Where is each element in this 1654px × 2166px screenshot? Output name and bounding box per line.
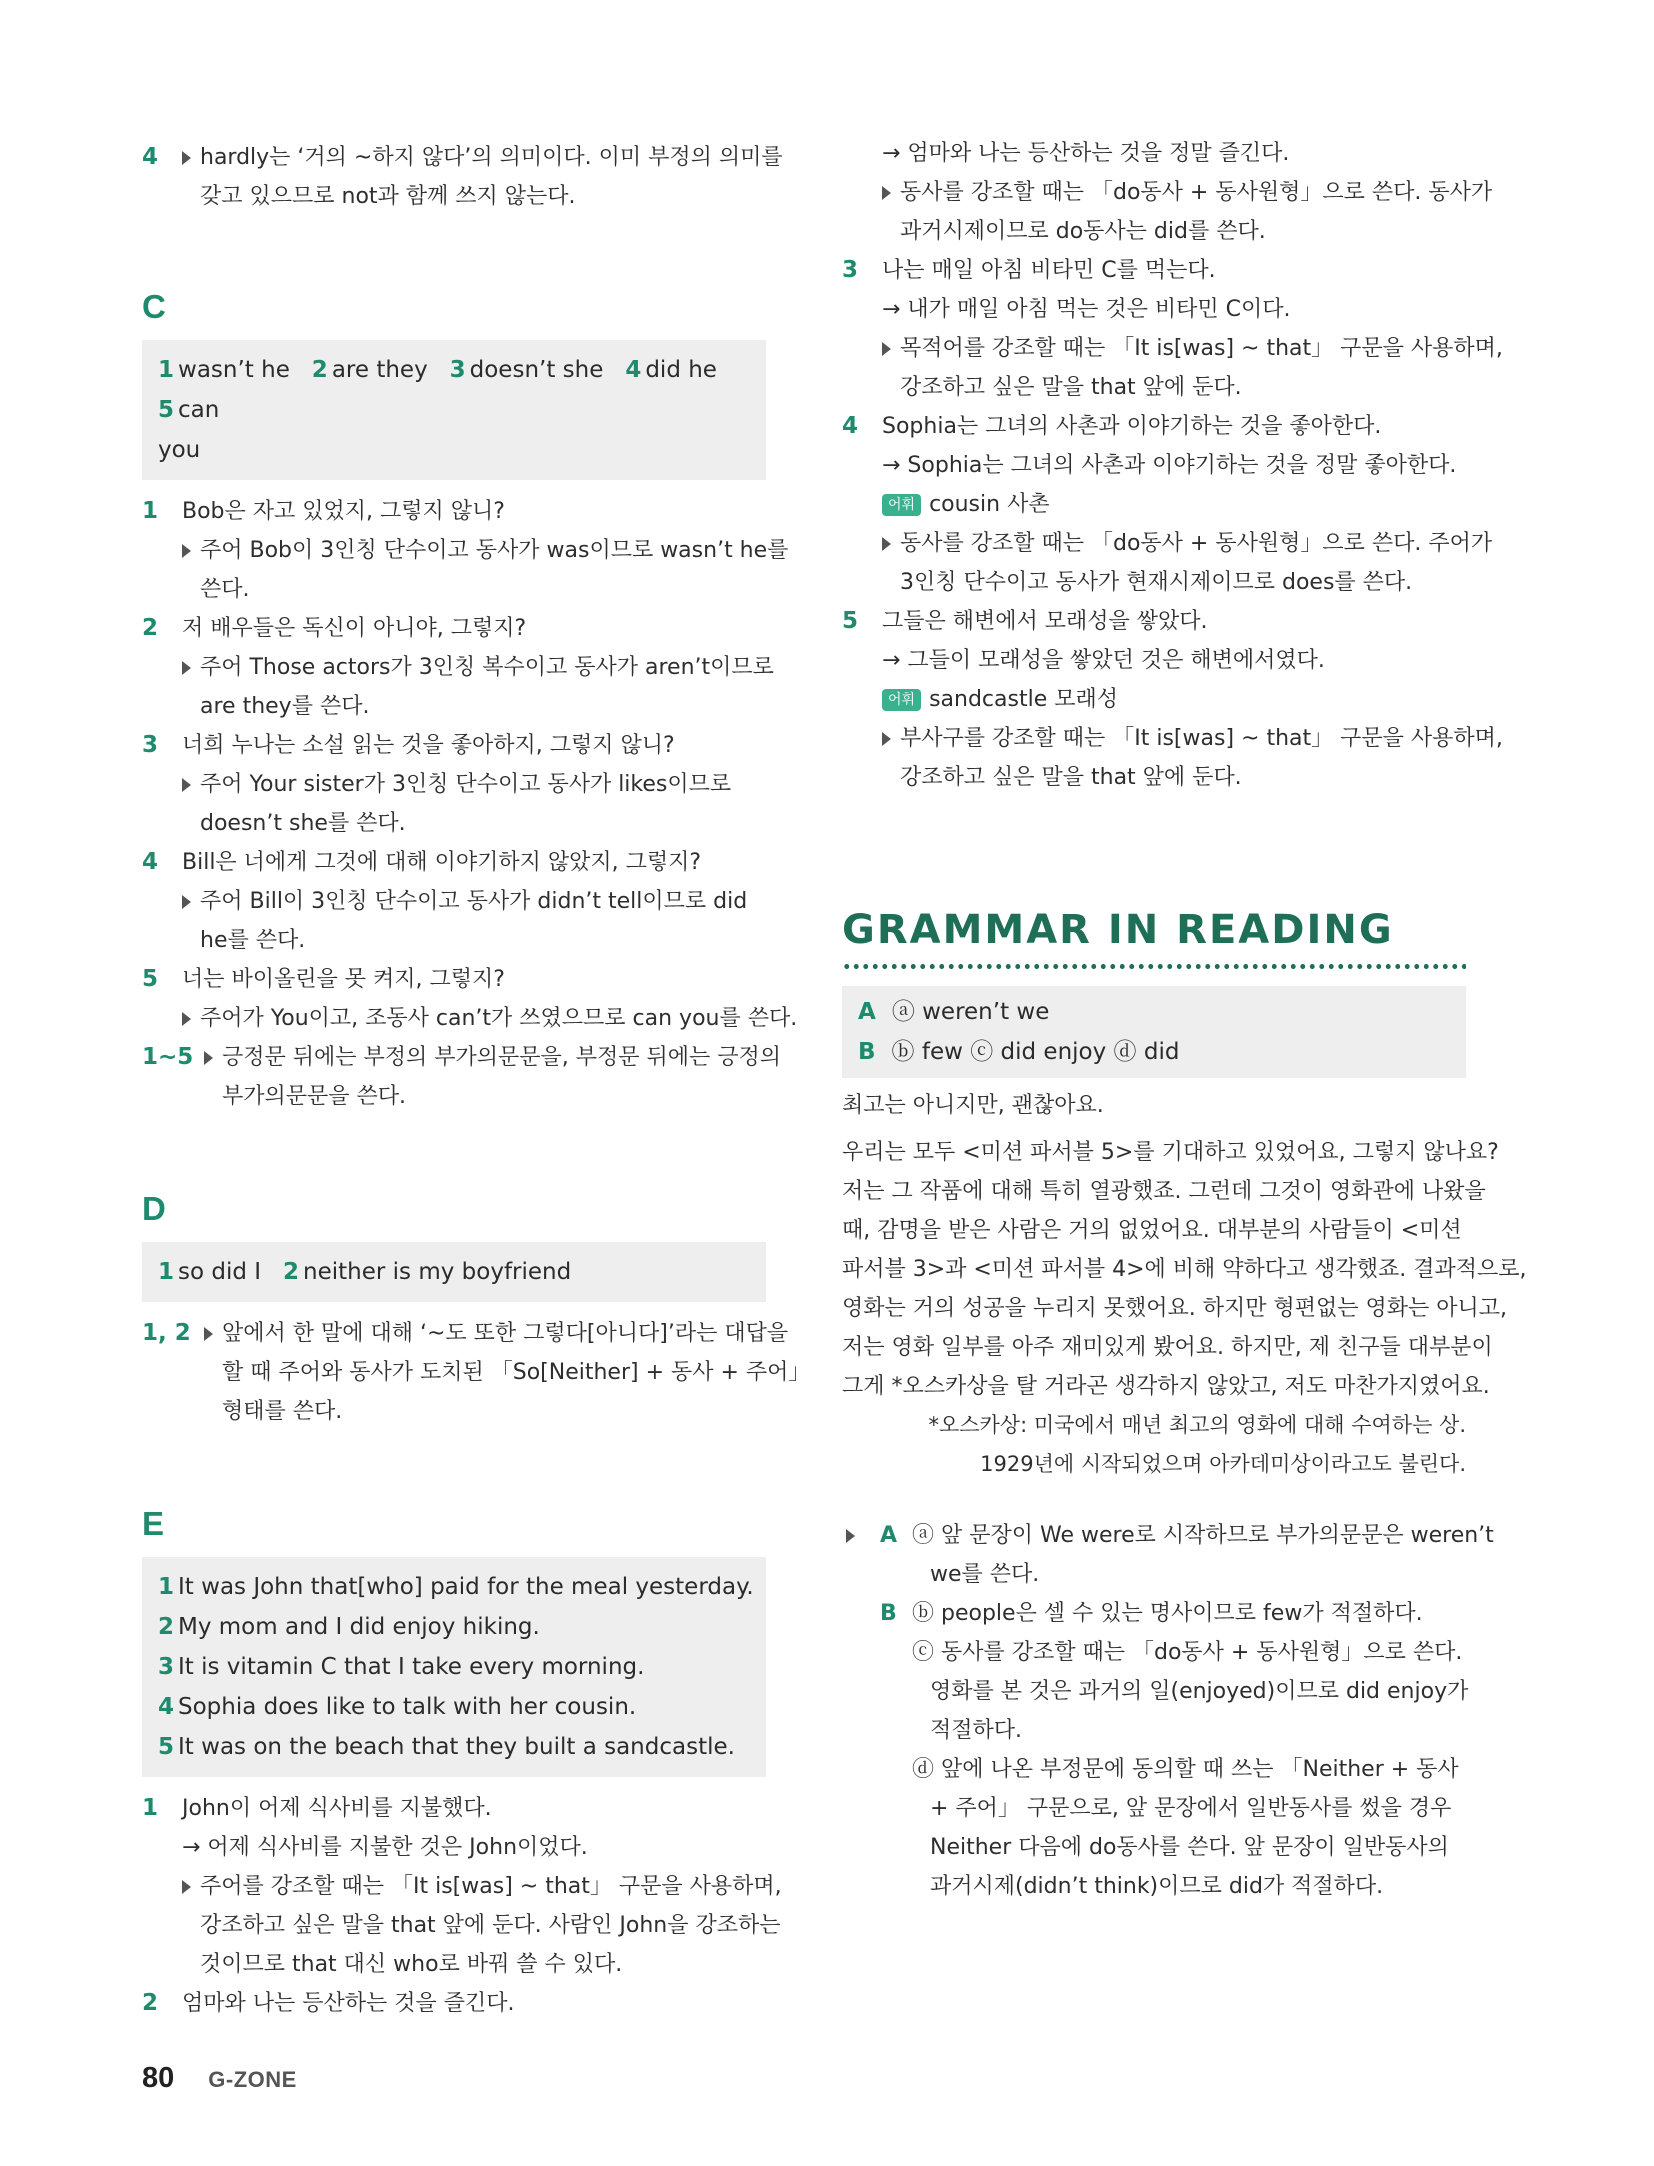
answer-box-gir: A ⓐ weren’t we B ⓑ few ⓒ did enjoy ⓓ did — [842, 986, 1466, 1078]
explanation: 동사를 강조할 때는 「do동사 + 동사원형」으로 쓴다. 동사가 과거시제이므로 do동사는 did를 쓴다. — [882, 173, 1492, 251]
section-heading-d: D — [142, 1190, 166, 1227]
answer-box-c: 1 wasn’t he 2 are they 3 doesn’t she 4 did he 5 can you — [142, 340, 766, 480]
answer-item: 5 너는 바이올린을 못 켜지, 그렇지? 주어가 You이고, 조동사 can’t가 쓰였으므로 can you를 쓴다. — [142, 960, 766, 1038]
explanation-b: B ⓑ people은 셀 수 있는 명사이므로 few가 적절하다. ⓒ 동사를 강조할 때는 「do동사 + 동사원형」으로 쓴다. 영화를 본 것은 과거의 일(enjoyed)이므로 did enjoy가 적절하다. ⓓ 앞에 나온 부정문에 동의할 때 쓰는 「Neither + 동사 + 주어」 구문으로, 앞 문장에서 일반동사를 썼을 경우 Neither 다음에 do동사를 쓴다. 앞 문장이 일반동사의 과거시제(didn’t think)이므로 did가 적절하다. — [880, 1601, 1469, 1899]
triangle-bullet-icon — [204, 1327, 213, 1341]
explanation: 동사를 강조할 때는 「do동사 + 동사원형」으로 쓴다. 주어가 3인칭 단수이고 동사가 현재시제이므로 does를 쓴다. — [882, 524, 1492, 602]
explanation: 주어 Bill이 3인칭 단수이고 동사가 didn’t tell이므로 did he를 쓴다. — [182, 882, 766, 960]
explanation-a: A ⓐ 앞 문장이 We were로 시작하므로 부가의문문은 weren’t we를 쓴다. — [880, 1523, 1494, 1587]
triangle-bullet-icon — [182, 1880, 191, 1894]
answer-item: 3 나는 매일 아침 비타민 C를 먹는다. → 내가 매일 아침 먹는 것은 비타민 C이다. 목적어를 강조할 때는 「It is[was] ~ that」 구문을 사용하며, 강조하고 싶은 말을 that 앞에 둔다. — [842, 251, 1466, 407]
explanation: 긍정문 뒤에는 부정의 부가의문문을, 부정문 뒤에는 긍정의 부가의문문을 쓴다. — [204, 1038, 781, 1116]
answer-box-d: 1 so did I 2 neither is my boyfriend — [142, 1242, 766, 1302]
explanation: 앞에서 한 말에 대해 ‘~도 또한 그렇다[아니다]’라는 대답을 할 때 주어와 동사가 도치된 「So[Neither] + 동사 + 주어」 형태를 쓴다. — [204, 1314, 810, 1431]
arrow-sentence: → 엄마와 나는 등산하는 것을 정말 즐긴다. — [882, 141, 1290, 166]
arrow-sentence: → Sophia는 그녀의 사촌과 이야기하는 것을 정말 좋아한다. — [882, 453, 1457, 478]
left-column — [142, 138, 811, 2023]
passage-title: 최고는 아니지만, 괜찮아요. — [842, 1093, 1104, 1118]
triangle-bullet-icon — [182, 778, 191, 792]
triangle-bullet-icon — [204, 1051, 213, 1065]
section-heading-e: E — [142, 1505, 165, 1542]
triangle-bullet-icon — [846, 1529, 855, 1543]
dotted-divider — [842, 963, 1466, 970]
explanation: 주어 Your sister가 3인칭 단수이고 동사가 likes이므로 doesn’t she를 쓴다. — [182, 765, 766, 843]
answer-item: 1~5 긍정문 뒤에는 부정의 부가의문문을, 부정문 뒤에는 긍정의 부가의문문을 쓴다. — [142, 1038, 766, 1116]
vocab-tag: 어휘 — [882, 689, 921, 711]
answer-item: 4 Bill은 너에게 그것에 대해 이야기하지 않았지, 그렇지? 주어 Bill이 3인칭 단수이고 동사가 didn’t tell이므로 did he를 쓴다. — [142, 843, 766, 960]
page-footer — [142, 2062, 297, 2095]
book-title: G-ZONE — [208, 2067, 297, 2092]
triangle-bullet-icon — [182, 895, 191, 909]
vocab-line: 어휘 sandcastle 모래성 — [882, 680, 1503, 719]
triangle-bullet-icon — [182, 661, 191, 675]
triangle-bullet-icon — [182, 544, 191, 558]
answer-item-continued — [842, 134, 1493, 251]
item-number: 4 — [142, 144, 159, 170]
answer-item: 4 Sophia는 그녀의 사촌과 이야기하는 것을 좋아한다. → Sophia는 그녀의 사촌과 이야기하는 것을 정말 좋아한다. 어휘 cousin 사촌 동사를 강조할 때는 「do동사 + 동사원형」으로 쓴다. 주어가 3인칭 단수이고 동사가 현재시제이므로 does를 쓴다. — [842, 407, 1466, 602]
footnote: *오스카상: 미국에서 매년 최고의 영화에 대해 수여하는 상. 1929년에 시작되었으며 아카데미상이라고도 불린다. — [928, 1413, 1466, 1476]
page-number: 80 — [142, 2062, 175, 2094]
explanation: 목적어를 강조할 때는 「It is[was] ~ that」 구문을 사용하며, 강조하고 싶은 말을 that 앞에 둔다. — [882, 329, 1503, 407]
explanation: hardly는 ‘거의 ~하지 않다’의 의미이다. 이미 부정의 의미를 갖고 있으므로 not과 함께 쓰지 않는다. — [182, 138, 783, 216]
answer-item — [142, 138, 783, 216]
explanation: 주어가 You이고, 조동사 can’t가 쓰였으므로 can you를 쓴다. — [182, 999, 797, 1038]
answer-item: 2 저 배우들은 독신이 아니야, 그렇지? 주어 Those actors가 3인칭 복수이고 동사가 aren’t이므로 are they를 쓴다. — [142, 609, 766, 726]
grammar-in-reading-heading: GRAMMAR IN READING — [842, 907, 1394, 953]
arrow-sentence: → 그들이 모래성을 쌓았던 것은 해변에서였다. — [882, 648, 1325, 673]
passage: 우리는 모두 <미션 파서블 5>를 기대하고 있었어요, 그렇지 않나요? 저는 그 작품에 대해 특히 열광했죠. 그런데 그것이 영화관에 나왔을 때, 감명을 받은 사람은 거의 없었어요. 대부분의 사람들이 <미션 파서블 3>과 <미션 파서블 4>에 비해 약하다고 생각했죠. 결과적으로, 영화는 거의 성공을 누리지 못했어요. 하지만 형편없는 영화는 아니고, 저는 영화 일부를 아주 재미있게 봤어요. 하지만, 제 친구들 대부분이 그게 *오스카상을 탈 거라곤 생각하지 않았고, 저도 마찬가지였어요. — [842, 1140, 1527, 1399]
answer-item: 1 John이 어제 식사비를 지불했다. → 어제 식사비를 지불한 것은 John이었다. 주어를 강조할 때는 「It is[was] ~ that」 구문을 사용하며, 강조하고 싶은 말을 that 앞에 둔다. 사람인 John을 강조하는 것이므로 that 대신 who로 바꿔 쓸 수 있다. — [142, 1789, 766, 1984]
triangle-bullet-icon — [882, 732, 891, 746]
answer-item: 5 그들은 해변에서 모래성을 쌓았다. → 그들이 모래성을 쌓았던 것은 해변에서였다. 어휘 sandcastle 모래성 부사구를 강조할 때는 「It is[was] ~ that」 구문을 사용하며, 강조하고 싶은 말을 that 앞에 둔다. — [842, 602, 1466, 797]
answer-item: 1 Bob은 자고 있었지, 그렇지 않니? 주어 Bob이 3인칭 단수이고 동사가 was이므로 wasn’t he를 쓴다. — [142, 492, 766, 609]
explanation: 주어 Bob이 3인칭 단수이고 동사가 was이므로 wasn’t he를 쓴다. — [182, 531, 788, 609]
vocab-line: 어휘 cousin 사촌 — [882, 485, 1492, 524]
gir-explanations — [842, 1516, 1494, 1906]
vocab-tag: 어휘 — [882, 494, 921, 516]
answer-item: 1, 2 앞에서 한 말에 대해 ‘~도 또한 그렇다[아니다]’라는 대답을 할 때 주어와 동사가 도치된 「So[Neither] + 동사 + 주어」 형태를 쓴다. — [142, 1314, 766, 1431]
right-column — [842, 134, 1527, 1906]
explanation: 주어를 강조할 때는 「It is[was] ~ that」 구문을 사용하며, 강조하고 싶은 말을 that 앞에 둔다. 사람인 John을 강조하는 것이므로 that 대신 who로 바꿔 쓸 수 있다. — [182, 1867, 782, 1984]
triangle-bullet-icon — [882, 186, 891, 200]
triangle-bullet-icon — [882, 537, 891, 551]
arrow-sentence: → 어제 식사비를 지불한 것은 John이었다. — [182, 1835, 588, 1860]
explanation: 부사구를 강조할 때는 「It is[was] ~ that」 구문을 사용하며, 강조하고 싶은 말을 that 앞에 둔다. — [882, 719, 1503, 797]
arrow-sentence: → 내가 매일 아침 먹는 것은 비타민 C이다. — [882, 297, 1291, 322]
triangle-bullet-icon — [882, 342, 891, 356]
c-explanations — [142, 492, 798, 1116]
triangle-bullet-icon — [182, 151, 191, 165]
explanation: 주어 Those actors가 3인칭 복수이고 동사가 aren’t이므로 are they를 쓴다. — [182, 648, 774, 726]
section-heading-c: C — [142, 288, 166, 325]
answer-item: 2 엄마와 나는 등산하는 것을 즐긴다. — [142, 1990, 515, 2016]
answer-box-e: 1 It was John that[who] paid for the meal yesterday. 2 My mom and I did enjoy hiking. 3 It is vitamin C that I take every morning. 4 Sophia does like to talk with her cousin. 5 It was on the beach that they built a sandcastle. — [142, 1557, 766, 1777]
triangle-bullet-icon — [182, 1012, 191, 1026]
answer-item: 3 너희 누나는 소설 읽는 것을 좋아하지, 그렇지 않니? 주어 Your sister가 3인칭 단수이고 동사가 likes이므로 doesn’t she를 쓴다. — [142, 726, 766, 843]
